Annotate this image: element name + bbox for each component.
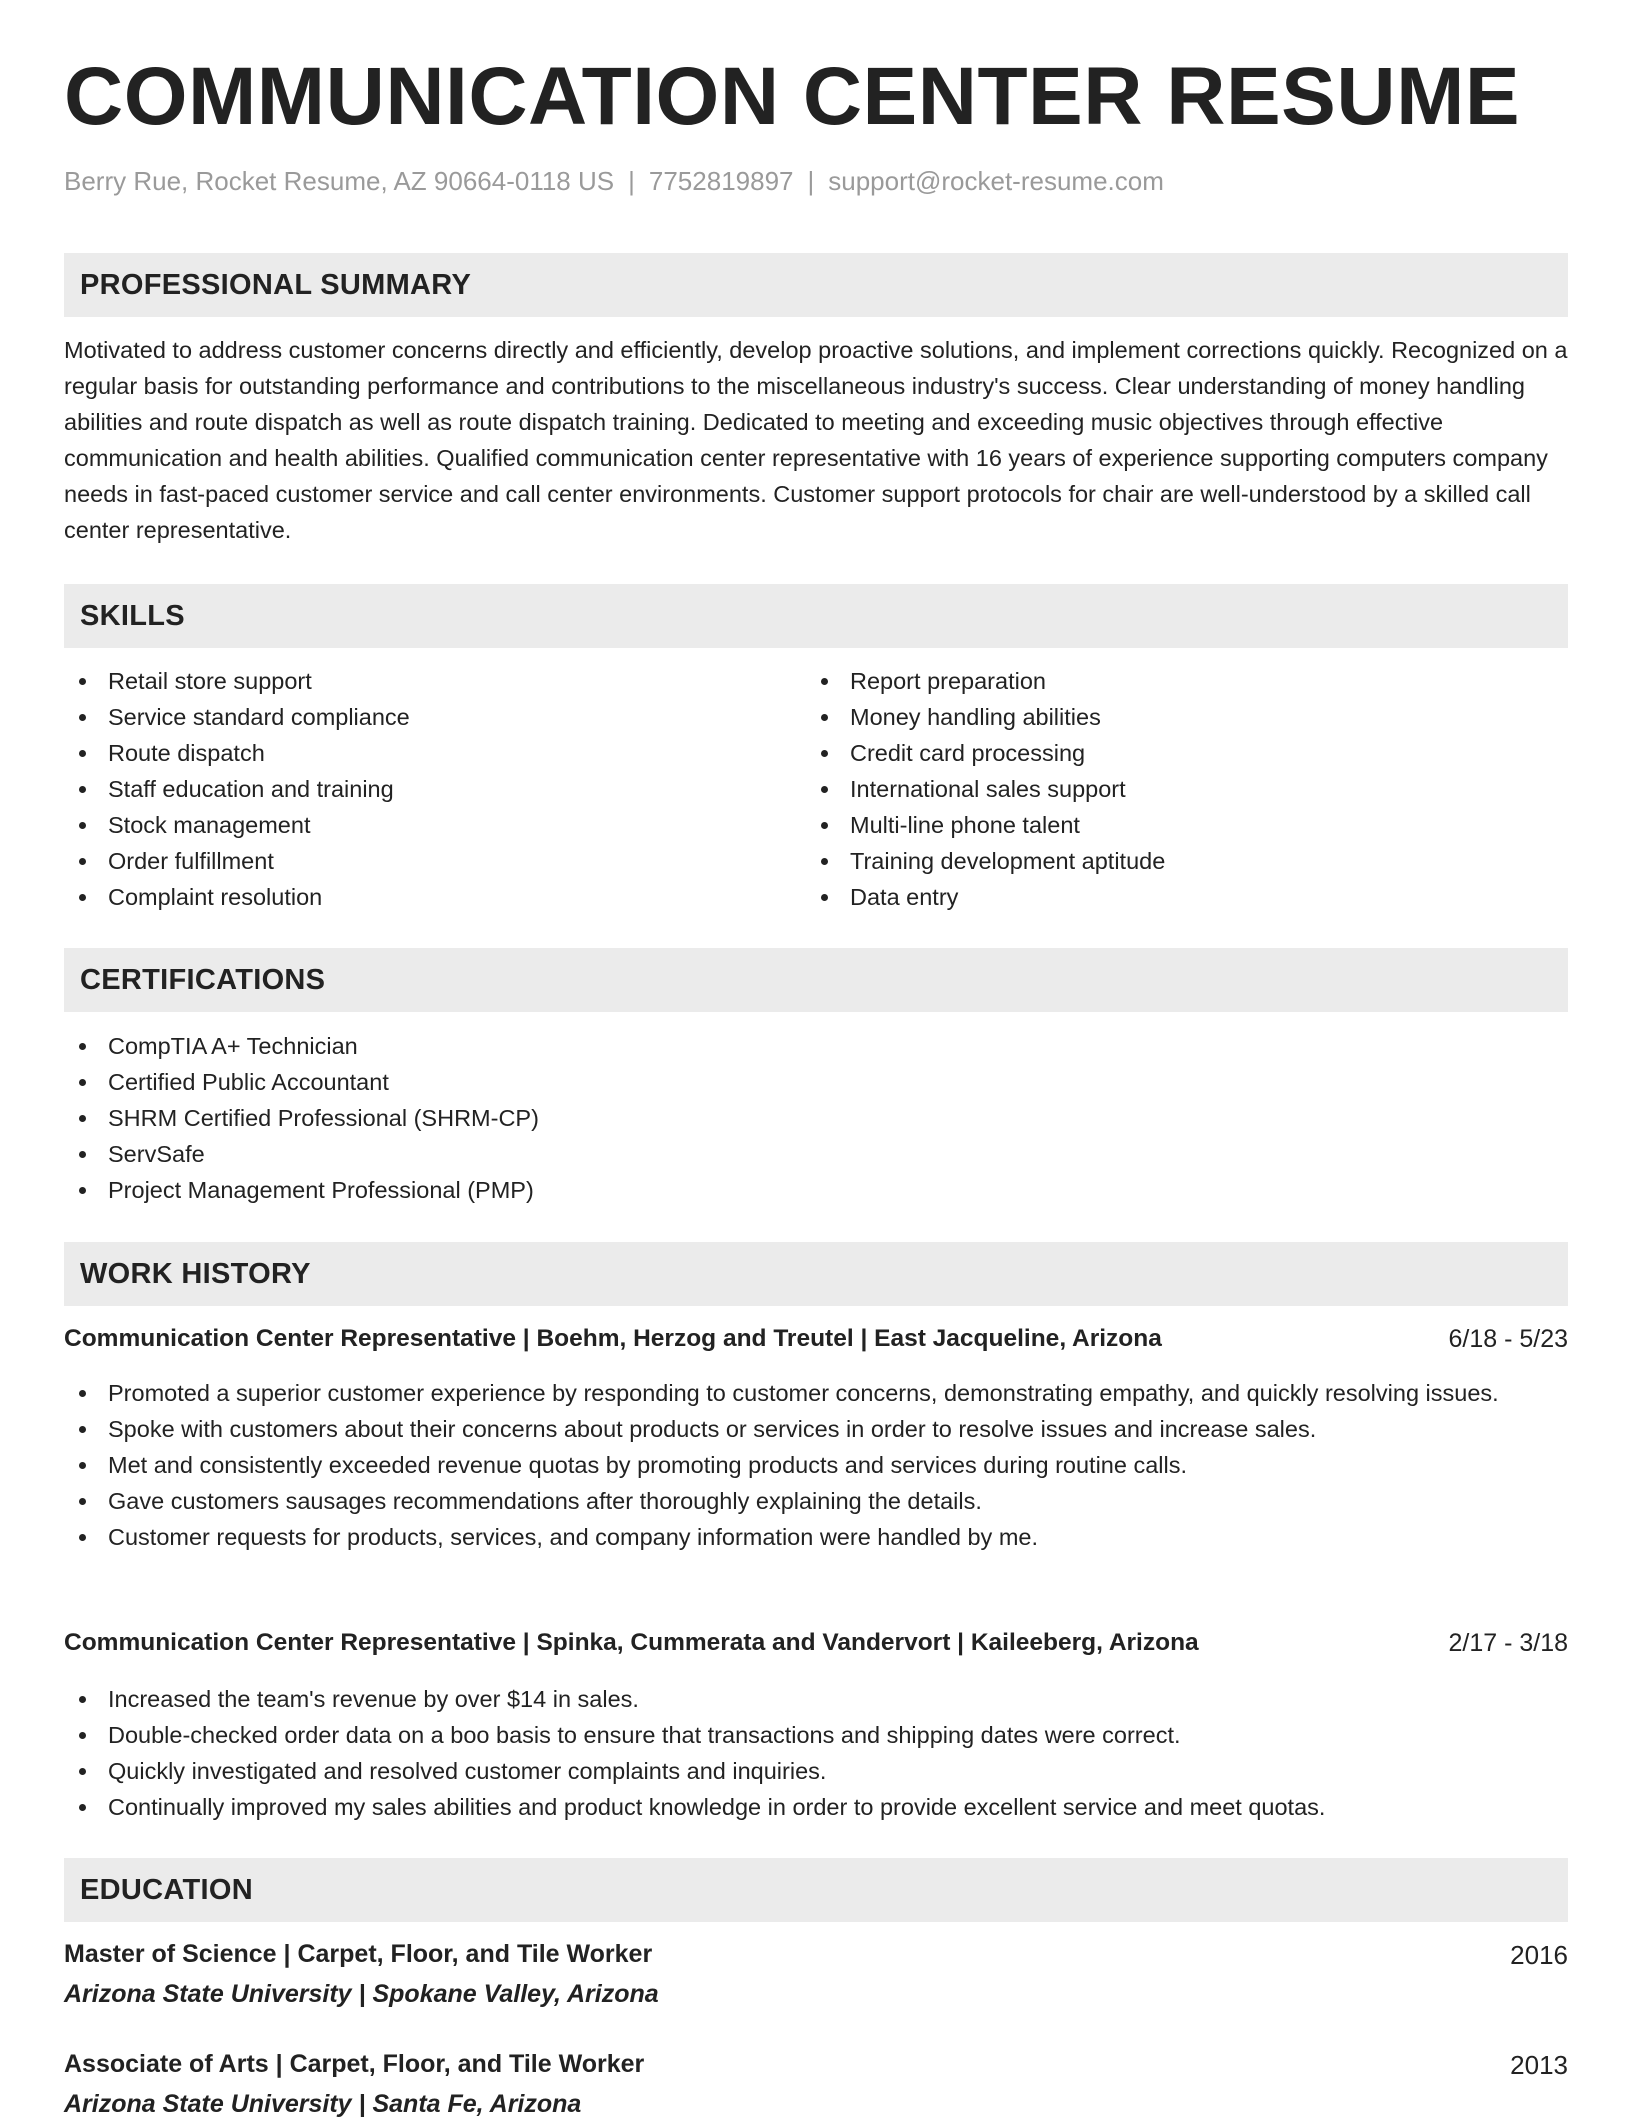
skill-item: Data entry: [806, 879, 1546, 915]
certification-item: SHRM Certified Professional (SHRM-CP): [64, 1100, 1568, 1136]
skill-item: Retail store support: [64, 663, 804, 699]
job-bullet: Met and consistently exceeded revenue quotas by promoting products and services during routine calls.: [64, 1447, 1568, 1483]
skills-list-left: [64, 663, 804, 915]
section-header-summary: PROFESSIONAL SUMMARY: [64, 253, 1568, 317]
education-degree: Master of Science | Carpet, Floor, and Tile Worker: [64, 1940, 653, 1968]
contact-separator: |: [807, 166, 815, 196]
skill-item: International sales support: [806, 771, 1546, 807]
skills-list-right: [806, 663, 1546, 915]
skill-item: Route dispatch: [64, 735, 804, 771]
education-year: 2016: [1510, 1940, 1568, 1970]
job-bullet: Spoke with customers about their concerns about products or services in order to resolve issues and increase sales.: [64, 1411, 1568, 1447]
section-header-certifications: CERTIFICATIONS: [64, 948, 1568, 1012]
job-bullet: Customer requests for products, services, and company information were handled by me.: [64, 1519, 1568, 1555]
contact-separator: |: [628, 166, 635, 196]
skill-item: Training development aptitude: [806, 843, 1546, 879]
job-bullet: Quickly investigated and resolved customer complaints and inquiries.: [64, 1753, 1568, 1789]
job-dates: 2/17 - 3/18: [1448, 1629, 1568, 1657]
contact-address: Berry Rue, Rocket Resume, AZ 90664-0118 US: [64, 166, 615, 196]
section-header-work-history: WORK HISTORY: [64, 1242, 1568, 1306]
certification-item: Certified Public Accountant: [64, 1064, 1568, 1100]
summary-text: Motivated to address customer concerns directly and efficiently, develop proactive solutions, and implement corrections quickly. Recognized on a regular basis for outstanding performance and contributions to the miscellaneous industry's success. Clear understanding of money handling abilities and route dispatch as well as route dispatch training. Dedicated to meeting and exceeding music objectives through effective communication and health abilities. Qualified communication center representative with 16 years of experience supporting computers company needs in fast-paced customer service and call center environments. Customer support protocols for chair are well-understood by a skilled call center representative.: [64, 337, 1568, 543]
skill-item: Credit card processing: [806, 735, 1546, 771]
job-dates: 6/18 - 5/23: [1448, 1325, 1568, 1353]
job-bullet: Continually improved my sales abilities and product knowledge in order to provide excellent service and meet quotas.: [64, 1789, 1568, 1825]
contact-phone: 7752819897: [648, 166, 794, 196]
education-school: Arizona State University | Santa Fe, Arizona: [64, 2090, 582, 2118]
skill-item: Multi-line phone talent: [806, 807, 1546, 843]
job-bullets: [64, 1375, 1568, 1555]
resume-title: COMMUNICATION CENTER RESUME: [64, 51, 1521, 142]
section-header-skills: SKILLS: [64, 584, 1568, 648]
skill-item: Stock management: [64, 807, 804, 843]
job-title: Communication Center Representative | Boehm, Herzog and Treutel | East Jacqueline, Arizona: [64, 1325, 1162, 1352]
education-year: 2013: [1510, 2050, 1568, 2080]
skill-item: Complaint resolution: [64, 879, 804, 915]
job-bullets: [64, 1681, 1568, 1825]
job-title: Communication Center Representative | Spinka, Cummerata and Vandervort | Kaileeberg, Arizona: [64, 1629, 1199, 1656]
skill-item: Service standard compliance: [64, 699, 804, 735]
job-bullet: Gave customers sausages recommendations after thoroughly explaining the details.: [64, 1483, 1568, 1519]
skill-item: Money handling abilities: [806, 699, 1546, 735]
skill-item: Staff education and training: [64, 771, 804, 807]
certification-item: CompTIA A+ Technician: [64, 1028, 1568, 1064]
contact-email: support@rocket-resume.com: [828, 166, 1164, 196]
skill-item: Order fulfillment: [64, 843, 804, 879]
certification-item: Project Management Professional (PMP): [64, 1172, 1568, 1208]
job-bullet: Promoted a superior customer experience by responding to customer concerns, demonstrating empathy, and quickly resolving issues.: [64, 1375, 1568, 1411]
certification-item: ServSafe: [64, 1136, 1568, 1172]
contact-line: [64, 166, 1164, 197]
education-degree: Associate of Arts | Carpet, Floor, and Tile Worker: [64, 2050, 645, 2078]
education-school: Arizona State University | Spokane Valley, Arizona: [64, 1980, 659, 2008]
job-bullet: Double-checked order data on a boo basis to ensure that transactions and shipping dates were correct.: [64, 1717, 1568, 1753]
skill-item: Report preparation: [806, 663, 1546, 699]
section-header-education: EDUCATION: [64, 1858, 1568, 1922]
certifications-list: [64, 1028, 1568, 1208]
job-bullet: Increased the team's revenue by over $14 in sales.: [64, 1681, 1568, 1717]
